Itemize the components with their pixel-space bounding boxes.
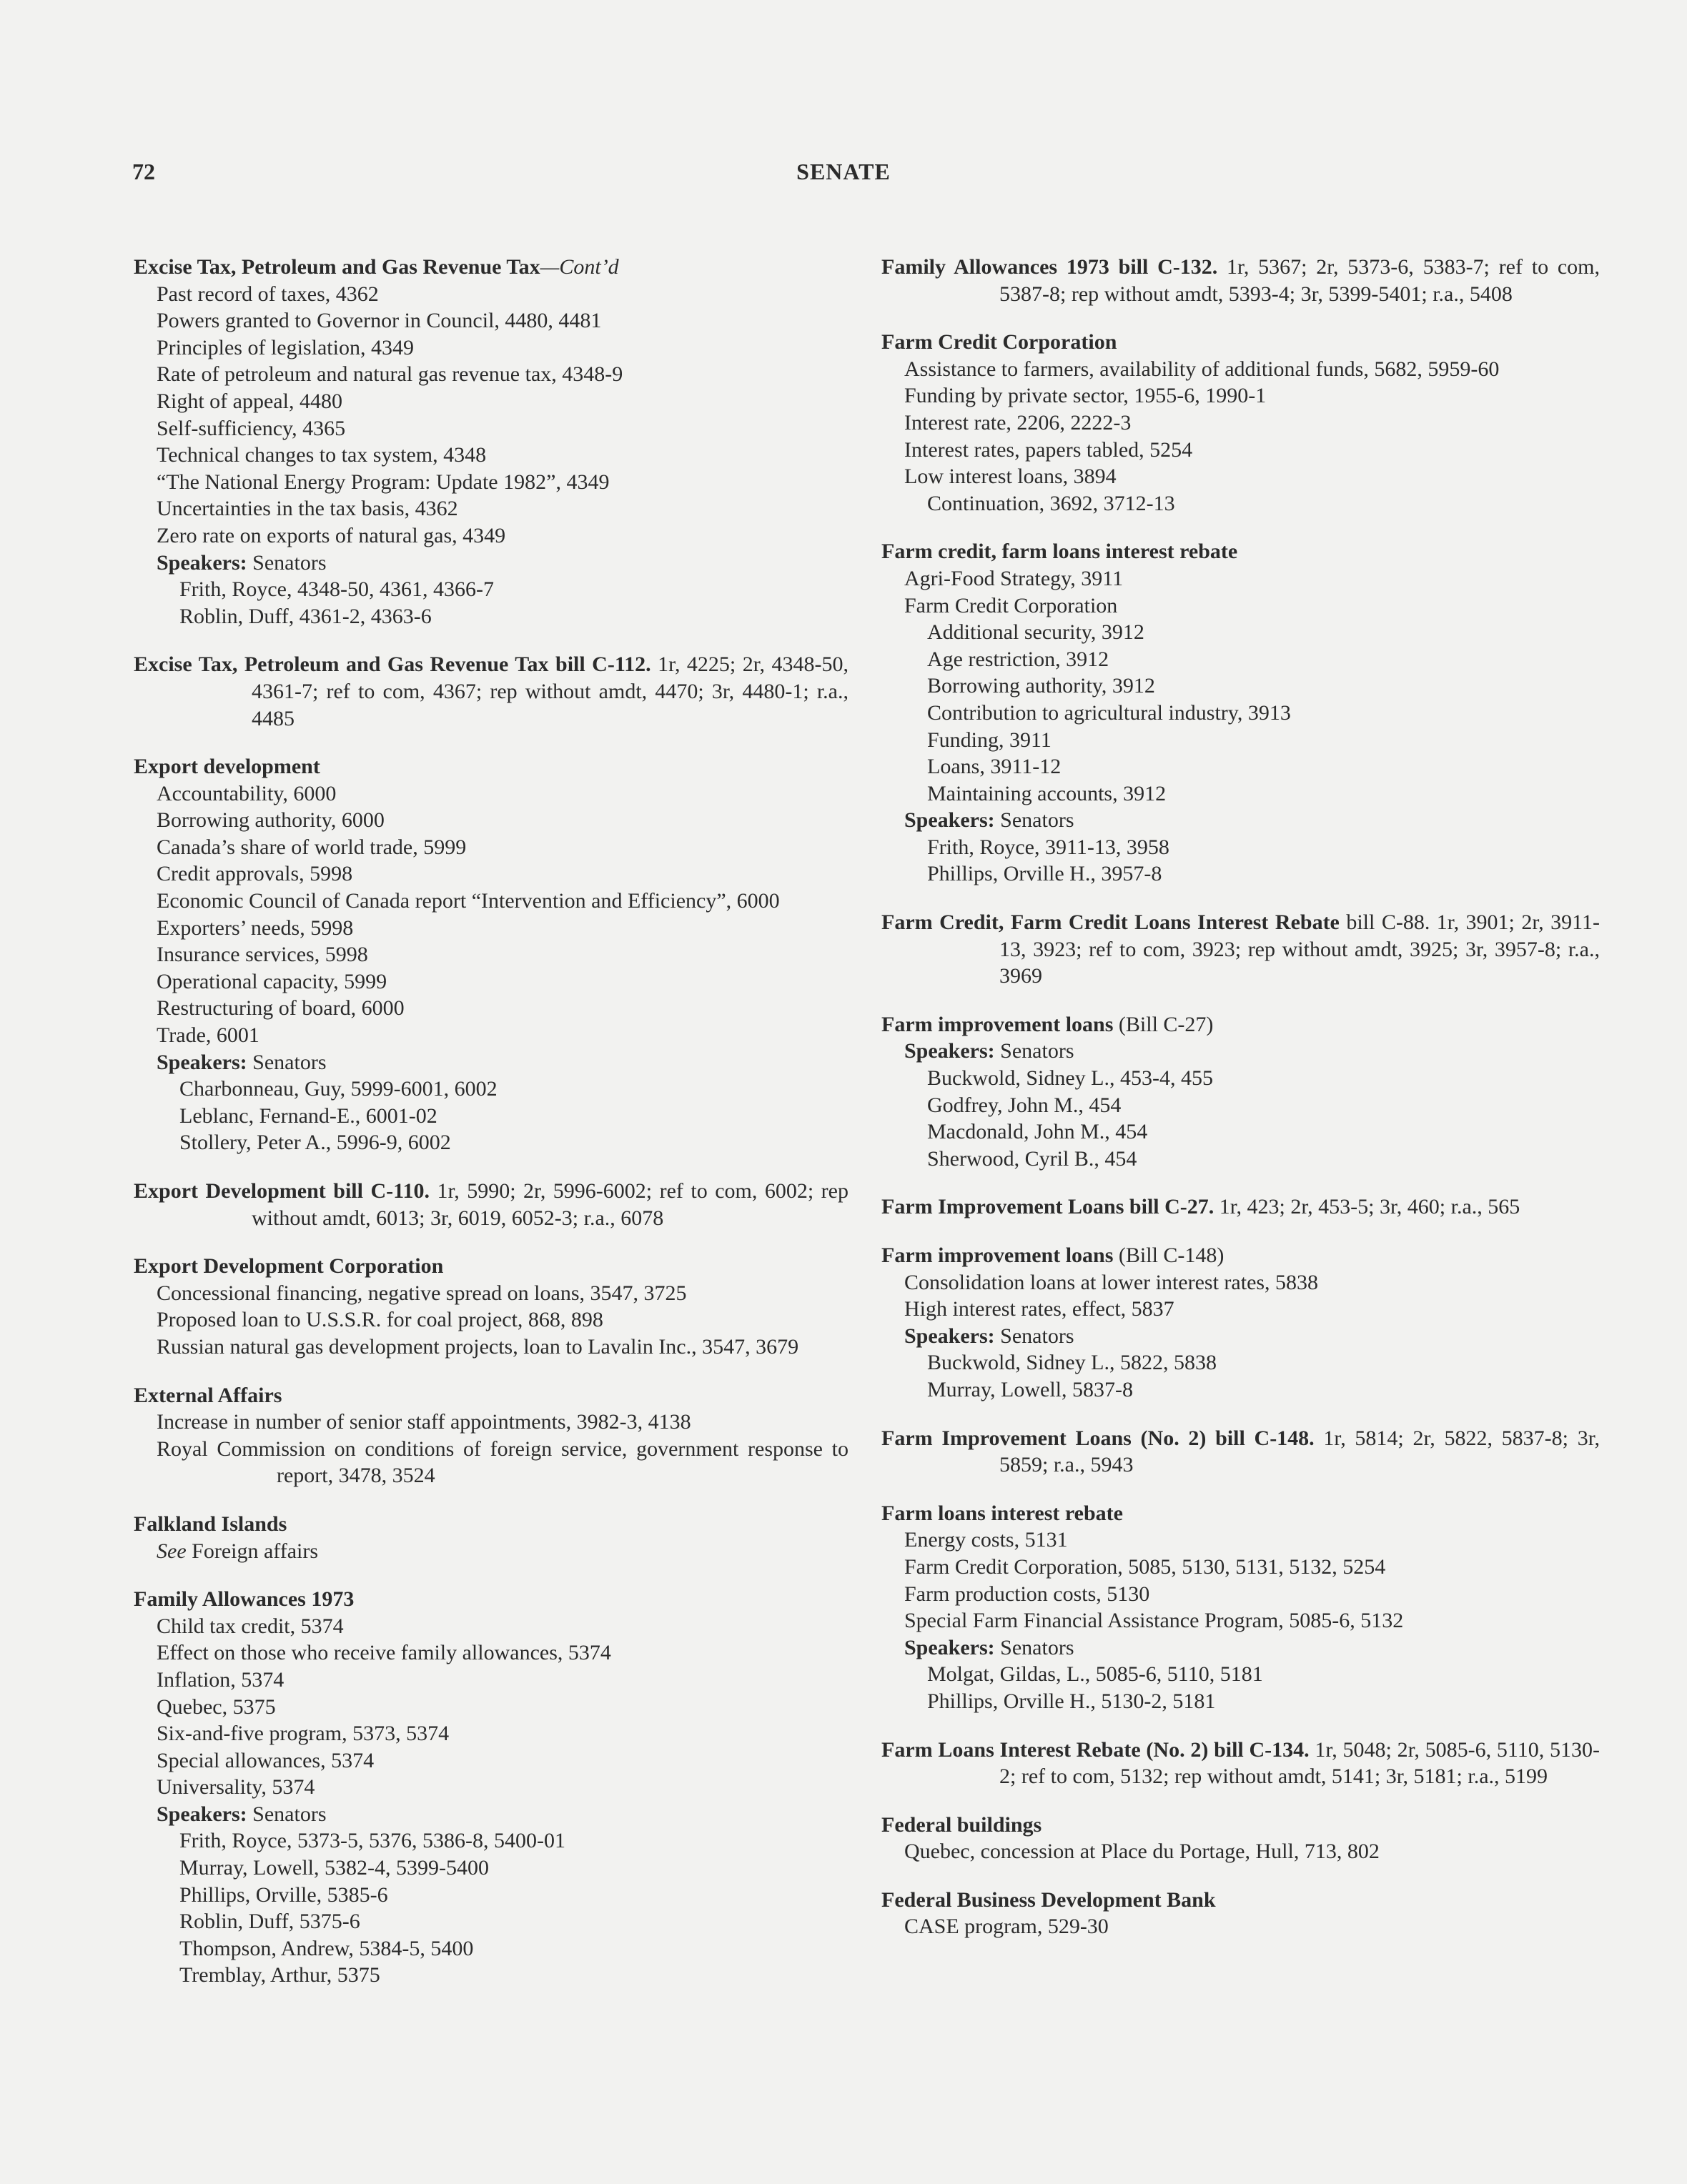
index-entry [881, 909, 1600, 990]
sub-subentry: Additional security, 3912 [927, 620, 1144, 645]
index-entry [134, 254, 849, 630]
subentry: Agri-Food Strategy, 3911 [904, 566, 1124, 590]
speakers-label: Speakers: [157, 1802, 247, 1826]
bill-heading: Family Allowances 1973 bill C-132. [881, 255, 1218, 279]
bill-entry [881, 909, 1600, 990]
index-entry [881, 1500, 1600, 1715]
speakers-label: Speakers: [157, 1050, 247, 1074]
see-label: See [157, 1539, 187, 1563]
see-target: Foreign affairs [186, 1539, 319, 1563]
subentry: Economic Council of Canada report “Intervention and Efficiency”, 6000 [157, 889, 780, 913]
index-entry [134, 753, 849, 1156]
sub-subentry: Borrowing authority, 3912 [927, 674, 1155, 698]
heading-qualifier: (Bill C-27) [1113, 1012, 1214, 1036]
speaker: Roblin, Duff, 5375-6 [179, 1910, 360, 1934]
speaker: Phillips, Orville, 5385-6 [179, 1882, 388, 1907]
bill-entry [881, 1425, 1600, 1479]
subentry: Interest rates, papers tabled, 5254 [904, 437, 1193, 462]
subentry: Insurance services, 5998 [157, 943, 368, 967]
speakers-title: Senators [247, 550, 327, 575]
entry-heading: Falkland Islands [134, 1512, 287, 1536]
subentry: Russian natural gas development projects, loan to Lavalin Inc., 3547, 3679 [157, 1334, 799, 1359]
speakers-title: Senators [247, 1050, 327, 1074]
entry-heading-line [134, 1511, 849, 1538]
index-entry [134, 651, 849, 732]
subentry: Farm Credit Corporation, 5085, 5130, 5131, 5132, 5254 [904, 1554, 1386, 1579]
subentry: Uncertainties in the tax basis, 4362 [157, 497, 458, 521]
cross-reference [134, 1538, 849, 1565]
entry-heading: Family Allowances 1973 [134, 1587, 355, 1612]
subentry: Special allowances, 5374 [157, 1748, 375, 1772]
entry-heading: Farm loans interest rebate [881, 1501, 1123, 1525]
bill-entry [881, 1193, 1600, 1221]
index-entry [881, 329, 1600, 517]
subentry: Inflation, 5374 [157, 1667, 285, 1692]
entry-heading-line [881, 1500, 1600, 1527]
bill-heading: Farm Loans Interest Rebate (No. 2) bill C-134. [881, 1737, 1310, 1762]
speakers-title: Senators [994, 808, 1074, 833]
entry-heading-line [134, 1253, 849, 1280]
speaker: Phillips, Orville H., 5130-2, 5181 [927, 1689, 1216, 1713]
left-column [134, 254, 849, 2010]
subentry: Six-and-five program, 5373, 5374 [157, 1722, 450, 1746]
subentry: Assistance to farmers, availability of additional funds, 5682, 5959-60 [904, 357, 1500, 381]
speaker: Buckwold, Sidney L., 5822, 5838 [927, 1351, 1217, 1375]
bill-entry [134, 651, 849, 732]
entry-heading: Federal buildings [881, 1812, 1042, 1837]
speaker: Charbonneau, Guy, 5999-6001, 6002 [179, 1077, 498, 1101]
entry-heading: Farm Credit Corporation [881, 330, 1117, 354]
speakers-title: Senators [994, 1635, 1074, 1659]
speaker: Roblin, Duff, 4361-2, 4363-6 [179, 604, 432, 628]
speaker: Frith, Royce, 4348-50, 4361, 4366-7 [179, 577, 494, 602]
entry-heading-line [134, 753, 849, 780]
speaker: Murray, Lowell, 5837-8 [927, 1377, 1133, 1401]
subentry: Self-sufficiency, 4365 [157, 416, 346, 440]
index-entry [881, 1242, 1600, 1404]
speakers-line [881, 1323, 1600, 1350]
speakers-line [134, 550, 849, 577]
speakers-line [881, 807, 1600, 834]
subentry: Farm Credit Corporation [904, 593, 1118, 617]
entry-heading-line [881, 1812, 1600, 1839]
bill-heading: Farm Credit, Farm Credit Loans Interest Rebate [881, 910, 1340, 935]
speakers-line [134, 1049, 849, 1076]
entry-heading: Farm improvement loans [881, 1012, 1114, 1036]
sub-subentry: Maintaining accounts, 3912 [927, 781, 1167, 805]
entry-heading: Export Development Corporation [134, 1254, 444, 1279]
subentry: Quebec, 5375 [157, 1694, 276, 1719]
subentry: Exporters’ needs, 5998 [157, 915, 354, 940]
speaker: Frith, Royce, 3911-13, 3958 [927, 835, 1169, 859]
bill-heading: Farm Improvement Loans (No. 2) bill C-148. [881, 1426, 1315, 1450]
speakers-title: Senators [994, 1039, 1074, 1063]
bill-stages: 1r, 5048; 2r, 5085-6, 5110, 5130-2; ref to com, 5132; rep without amdt, 5141; 3r, 5181; r.a., 5199 [999, 1737, 1600, 1789]
bill-stages: 1r, 423; 2r, 453-5; 3r, 460; r.a., 565 [1214, 1195, 1520, 1219]
index-entry [881, 1737, 1600, 1790]
index-entry [134, 1382, 849, 1489]
subentry: Funding by private sector, 1955-6, 1990-1 [904, 384, 1267, 408]
speaker: Godfrey, John M., 454 [927, 1093, 1122, 1117]
speakers-label: Speakers: [904, 808, 995, 833]
speaker: Macdonald, John M., 454 [927, 1120, 1148, 1144]
subentry: Rate of petroleum and natural gas revenue tax, 4348-9 [157, 362, 623, 387]
speakers-line [134, 1801, 849, 1828]
subentry: Universality, 5374 [157, 1775, 315, 1800]
right-column [881, 254, 1600, 1962]
running-head: SENATE [796, 159, 891, 184]
subentry: Restructuring of board, 6000 [157, 996, 405, 1021]
entry-heading-line [881, 1887, 1600, 1914]
speaker: Phillips, Orville H., 3957-8 [927, 862, 1162, 886]
speakers-label: Speakers: [904, 1635, 995, 1659]
speaker: Molgat, Gildas, L., 5085-6, 5110, 5181 [927, 1662, 1263, 1687]
bill-heading: Export Development bill C-110. [134, 1179, 430, 1203]
index-entry [881, 538, 1600, 888]
bill-entry [881, 254, 1600, 307]
subentry: Accountability, 6000 [157, 781, 337, 805]
index-entry [134, 1511, 849, 1564]
subentry: Royal Commission on conditions of foreign service, government response to report, 3478, 3524 [157, 1436, 849, 1488]
entry-heading: Federal Business Development Bank [881, 1887, 1216, 1912]
index-entry [134, 1178, 849, 1231]
subentry: Credit approvals, 5998 [157, 862, 353, 886]
entry-heading: Excise Tax, Petroleum and Gas Revenue Tax [134, 255, 540, 279]
speaker: Frith, Royce, 5373-5, 5376, 5386-8, 5400-01 [179, 1829, 565, 1853]
speaker: Buckwold, Sidney L., 453-4, 455 [927, 1066, 1213, 1091]
subentry: Powers granted to Governor in Council, 4480, 4481 [157, 309, 602, 333]
bill-stages: 1r, 5367; 2r, 5373-6, 5383-7; ref to com, 5387-8; rep without amdt, 5393-4; 3r, 5399-5401; r.a., 5408 [999, 255, 1600, 306]
bill-heading: Farm Improvement Loans bill C-27. [881, 1195, 1214, 1219]
entry-heading-line [881, 329, 1600, 356]
subentry: Child tax credit, 5374 [157, 1614, 344, 1638]
sub-subentry: Age restriction, 3912 [927, 647, 1109, 671]
subentry: Increase in number of senior staff appointments, 3982-3, 4138 [157, 1410, 691, 1434]
sub-subentry: Funding, 3911 [927, 728, 1052, 752]
index-entry [881, 1011, 1600, 1173]
subentry: Right of appeal, 4480 [157, 389, 342, 413]
index-entry [134, 1253, 849, 1360]
subentry: Low interest loans, 3894 [904, 465, 1117, 489]
subentry: Proposed loan to U.S.S.R. for coal project, 868, 898 [157, 1308, 603, 1332]
entry-heading: Export development [134, 755, 320, 779]
index-entry [881, 1887, 1600, 1940]
bill-heading: Excise Tax, Petroleum and Gas Revenue Tax bill C-112. [134, 652, 651, 677]
bill-stages: 1r, 4225; 2r, 4348-50, 4361-7; ref to com, 4367; rep without amdt, 4470; 3r, 4480-1; r.a., 4485 [252, 652, 849, 730]
subentry: Effect on those who receive family allowances, 5374 [157, 1641, 611, 1665]
bill-stages: bill C-88. 1r, 3901; 2r, 3911-13, 3923; ref to com, 3923; rep without amdt, 3925; 3r, 3957-8; r.a., 3969 [999, 910, 1600, 988]
speaker: Murray, Lowell, 5382-4, 5399-5400 [179, 1856, 489, 1880]
index-entry [881, 254, 1600, 307]
bill-stages: 1r, 5814; 2r, 5822, 5837-8; 3r, 5859; r.a., 5943 [999, 1426, 1600, 1477]
entry-heading-line [881, 1011, 1600, 1038]
speaker: Sherwood, Cyril B., 454 [927, 1146, 1137, 1171]
subentry: High interest rates, effect, 5837 [904, 1297, 1174, 1321]
subentry: Farm production costs, 5130 [904, 1582, 1150, 1606]
speaker: Tremblay, Arthur, 5375 [179, 1963, 380, 1987]
subentry: Special Farm Financial Assistance Program, 5085-6, 5132 [904, 1609, 1404, 1633]
subentry: Operational capacity, 5999 [157, 969, 387, 993]
subentry: Past record of taxes, 4362 [157, 282, 379, 306]
subentry: Principles of legislation, 4349 [157, 335, 414, 359]
index-entry [881, 1425, 1600, 1479]
index-entry [881, 1812, 1600, 1865]
subentry: Interest rate, 2206, 2222-3 [904, 410, 1132, 435]
heading-qualifier: (Bill C-148) [1113, 1244, 1225, 1267]
speakers-title: Senators [247, 1802, 327, 1826]
subentry: Trade, 6001 [157, 1023, 259, 1048]
subentry: Canada’s share of world trade, 5999 [157, 835, 467, 859]
index-entry [134, 1586, 849, 1989]
entry-heading: Farm credit, farm loans interest rebate [881, 540, 1238, 564]
entry-heading-line [881, 538, 1600, 565]
subentry: Consolidation loans at lower interest rates, 5838 [904, 1270, 1319, 1294]
speaker: Stollery, Peter A., 5996-9, 6002 [179, 1131, 451, 1155]
entry-heading-line [134, 1382, 849, 1409]
subentry: Quebec, concession at Place du Portage, Hull, 713, 802 [904, 1840, 1380, 1864]
speaker: Thompson, Andrew, 5384-5, 5400 [179, 1936, 474, 1960]
speakers-label: Speakers: [904, 1324, 995, 1348]
entry-heading-line [134, 1586, 849, 1613]
speaker: Leblanc, Fernand-E., 6001-02 [179, 1103, 437, 1128]
subentry: Borrowing authority, 6000 [157, 808, 385, 833]
sub-subentry: Loans, 3911-12 [927, 755, 1062, 779]
bill-entry [881, 1737, 1600, 1790]
speakers-title: Senators [994, 1324, 1074, 1348]
entry-heading: External Affairs [134, 1383, 282, 1407]
speakers-label: Speakers: [157, 550, 247, 575]
subentry: Energy costs, 5131 [904, 1528, 1068, 1552]
speakers-label: Speakers: [904, 1039, 995, 1063]
subentry: “The National Energy Program: Update 1982”, 4349 [157, 470, 610, 494]
entry-heading-line [134, 254, 849, 281]
speakers-line [881, 1038, 1600, 1065]
entry-heading: Farm improvement loans [881, 1244, 1114, 1267]
bill-entry [134, 1178, 849, 1231]
bill-stages: 1r, 5990; 2r, 5996-6002; ref to com, 6002; rep without amdt, 6013; 3r, 6019, 6052-3; r.a., 6078 [252, 1179, 849, 1230]
sub-subentry: Continuation, 3692, 3712-13 [927, 491, 1175, 515]
heading-continued: —Cont’d [540, 255, 619, 279]
sub-subentry: Contribution to agricultural industry, 3913 [927, 700, 1291, 725]
entry-heading-line [881, 1242, 1600, 1269]
subentry: Concessional financing, negative spread on loans, 3547, 3725 [157, 1281, 687, 1305]
index-entry [881, 1193, 1600, 1221]
subentry: CASE program, 529-30 [904, 1915, 1109, 1939]
subentry: Technical changes to tax system, 4348 [157, 443, 487, 467]
speakers-line [881, 1634, 1600, 1662]
subentry: Zero rate on exports of natural gas, 4349 [157, 523, 506, 547]
page-number: 72 [132, 159, 155, 184]
